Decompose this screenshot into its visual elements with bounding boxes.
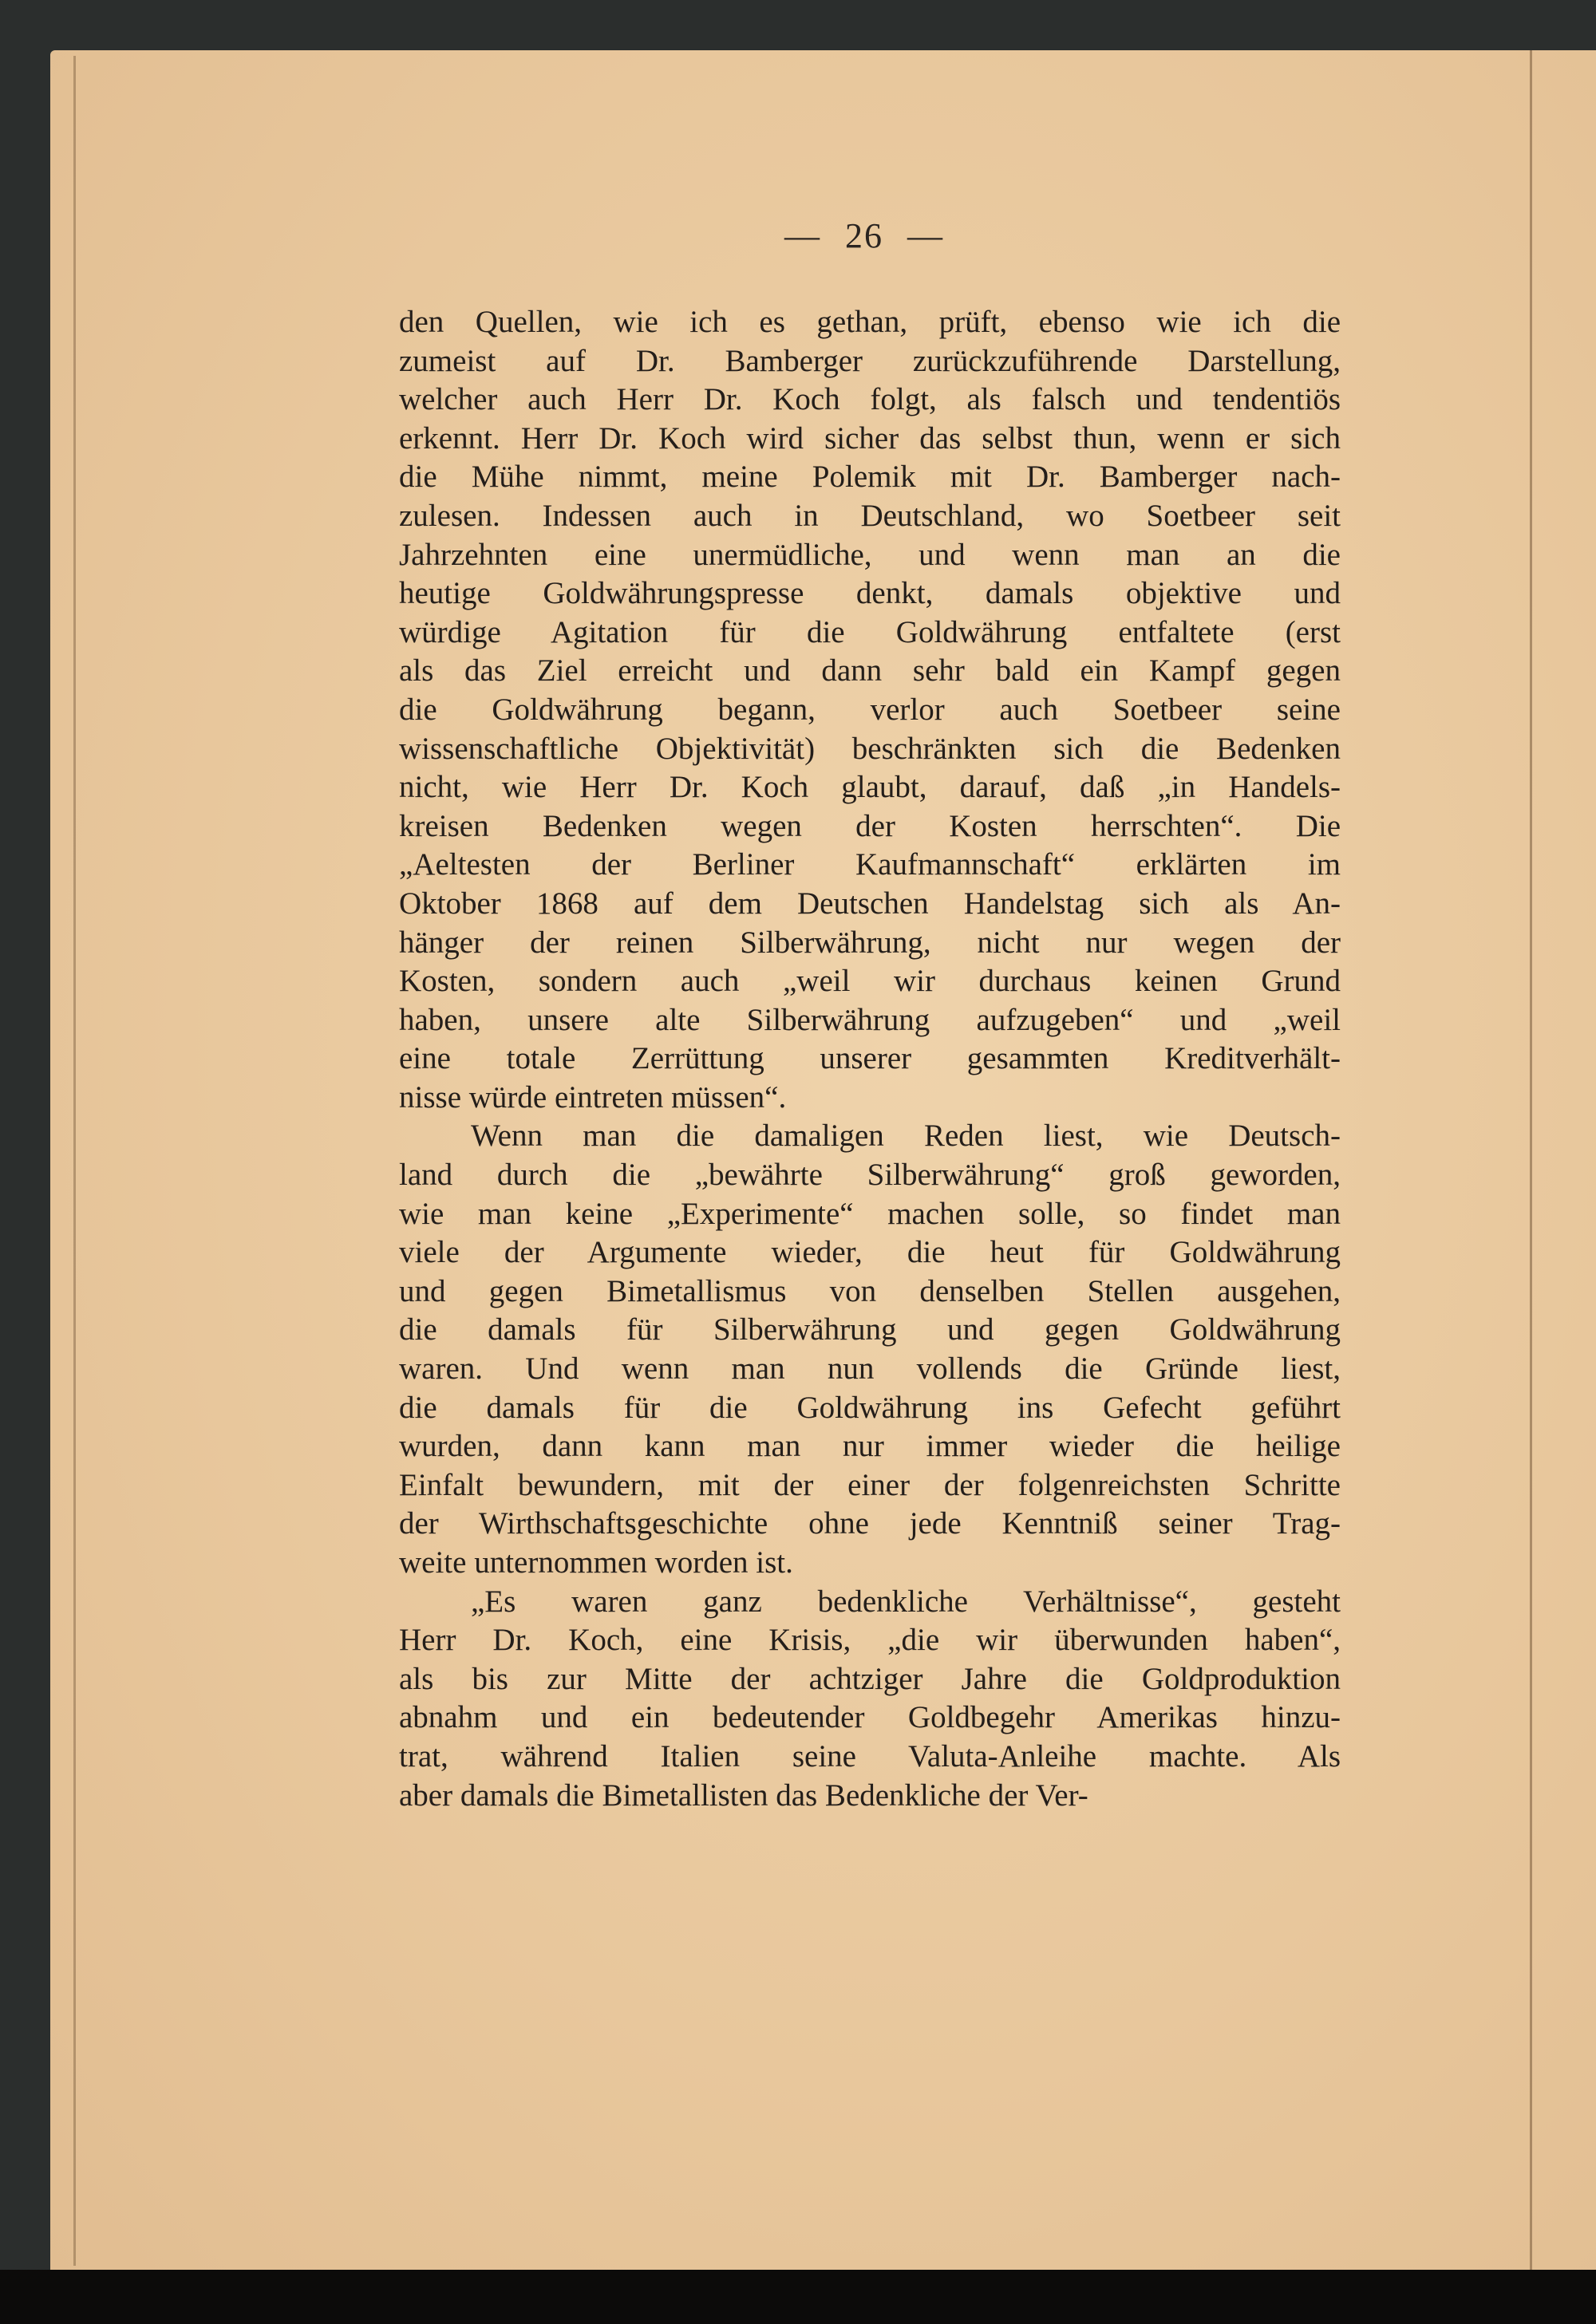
text-line: die damals für die Goldwährung ins Gefecht geführt bbox=[399, 1390, 1341, 1425]
gutter-line bbox=[73, 56, 76, 2266]
text-line: erkennt. Herr Dr. Koch wird sicher das selbst thun, wenn er sich bbox=[399, 420, 1341, 456]
text-line: land durch die „bewährte Silberwährung“ groß geworden, bbox=[399, 1158, 1341, 1193]
text-line: trat, während Italien seine Valuta-Anleihe machte. Als bbox=[399, 1738, 1341, 1774]
text-line: würdige Agitation für die Goldwährung entfaltete (erst bbox=[399, 614, 1341, 649]
text-line: die damals für Silberwährung und gegen Goldwährung bbox=[399, 1312, 1341, 1347]
page-number bbox=[66, 215, 1596, 256]
page-number-value: 26 bbox=[845, 216, 883, 255]
text-line: hänger der reinen Silberwährung, nicht nur wegen der bbox=[399, 925, 1341, 960]
text-line: heutige Goldwährungspresse denkt, damals objektive und bbox=[399, 576, 1341, 611]
text-line: zulesen. Indessen auch in Deutschland, wo Soetbeer seit bbox=[399, 498, 1341, 533]
text-line: der Wirthschaftsgeschichte ohne jede Kenntniß seiner Trag- bbox=[399, 1506, 1341, 1541]
text-line: Wenn man die damaligen Reden liest, wie Deutsch- bbox=[471, 1119, 1341, 1154]
text-line: „Es waren ganz bedenkliche Verhältnisse“, gesteht bbox=[471, 1584, 1341, 1619]
body-text bbox=[399, 303, 1341, 1815]
text-line: aber damals die Bimetallisten das Bedenkliche der Ver- bbox=[399, 1778, 1088, 1813]
text-line: „Aeltesten der Berliner Kaufmannschaft“ erklärten im bbox=[399, 847, 1341, 882]
text-line: nicht, wie Herr Dr. Koch glaubt, darauf, daß „in Handels- bbox=[399, 770, 1341, 805]
text-line: Herr Dr. Koch, eine Krisis, „die wir überwunden haben“, bbox=[399, 1623, 1341, 1658]
text-line: eine totale Zerrüttung unserer gesammten Kreditverhält- bbox=[399, 1041, 1341, 1076]
page-number-dash-left: — bbox=[784, 216, 821, 255]
text-line: zumeist auf Dr. Bamberger zurückzuführende Darstellung, bbox=[399, 343, 1341, 378]
text-line: waren. Und wenn man nun vollends die Gründe liest, bbox=[399, 1351, 1341, 1387]
text-line: abnahm und ein bedeutender Goldbegehr Amerikas hinzu- bbox=[399, 1700, 1341, 1735]
text-line: haben, unsere alte Silberwährung aufzugeben“ und „weil bbox=[399, 1002, 1341, 1037]
text-line: als das Ziel erreicht und dann sehr bald ein Kampf gegen bbox=[399, 653, 1341, 689]
text-line: die Mühe nimmt, meine Polemik mit Dr. Bamberger nach- bbox=[399, 460, 1341, 495]
text-line: wie man keine „Experimente“ machen solle, so findet man bbox=[399, 1196, 1341, 1231]
text-line: Kosten, sondern auch „weil wir durchaus keinen Grund bbox=[399, 964, 1341, 999]
text-line: den Quellen, wie ich es gethan, prüft, ebenso wie ich die bbox=[399, 305, 1341, 339]
text-line: wissenschaftliche Objektivität) beschränkten sich die Bedenken bbox=[399, 731, 1341, 766]
text-line: als bis zur Mitte der achtziger Jahre die Goldproduktion bbox=[399, 1661, 1341, 1696]
text-line: viele der Argumente wieder, die heut für Goldwährung bbox=[399, 1235, 1341, 1270]
text-line: kreisen Bedenken wegen der Kosten herrschten“. Die bbox=[399, 808, 1341, 843]
text-line: und gegen Bimetallismus von denselben Stellen ausgehen, bbox=[399, 1273, 1341, 1308]
text-line: die Goldwährung begann, verlor auch Soetbeer seine bbox=[399, 692, 1341, 727]
text-line: Einfalt bewundern, mit der einer der folgenreichsten Schritte bbox=[399, 1467, 1341, 1502]
text-line: Jahrzehnten eine unermüdliche, und wenn man an die bbox=[399, 537, 1341, 572]
text-line: Oktober 1868 auf dem Deutschen Handelstag sich als An- bbox=[399, 886, 1341, 921]
text-line: wurden, dann kann man nur immer wieder die heilige bbox=[399, 1429, 1341, 1464]
scan-background bbox=[0, 2270, 1596, 2324]
fold-line bbox=[1530, 50, 1532, 2270]
text-line: nisse würde eintreten müssen“. bbox=[399, 1079, 787, 1115]
page-number-dash-right: — bbox=[907, 216, 944, 255]
text-line: welcher auch Herr Dr. Koch folgt, als falsch und tendentiös bbox=[399, 382, 1341, 417]
text-line: weite unternommen worden ist. bbox=[399, 1545, 793, 1580]
